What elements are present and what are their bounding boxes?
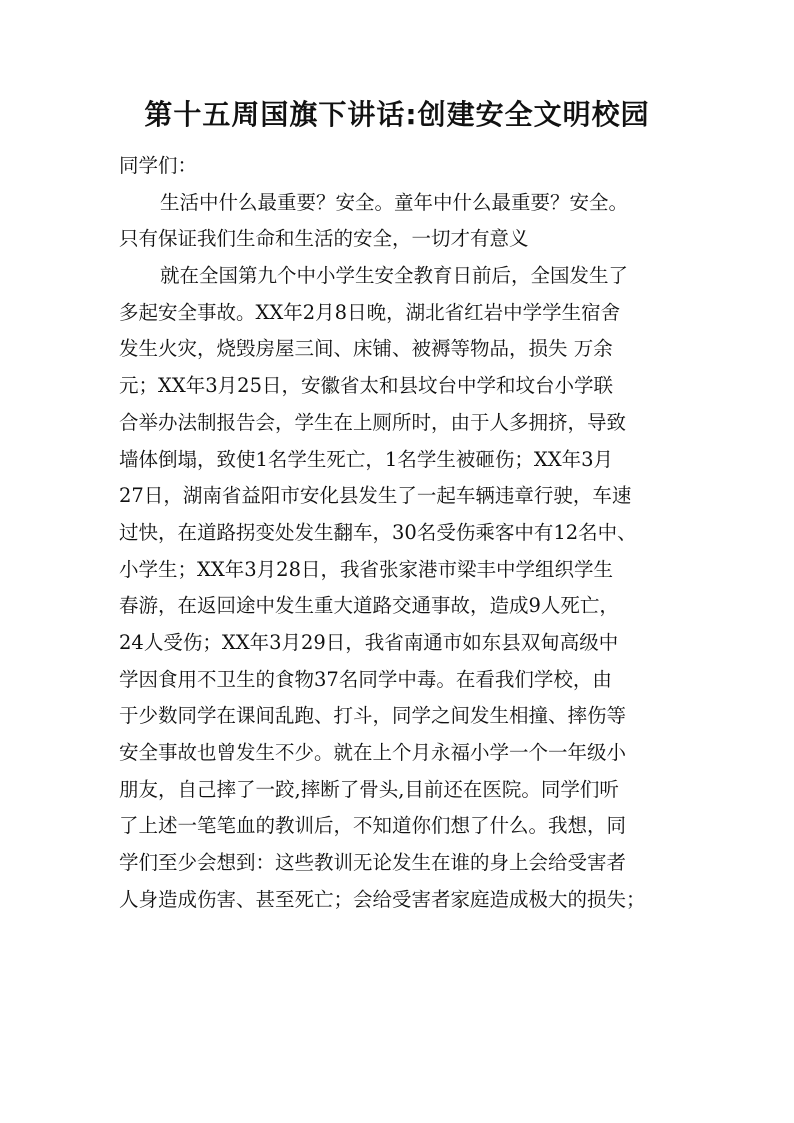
text-line: 春游，在返回途中发生重大道路交通事故，造成9人死亡，: [119, 594, 619, 618]
text-line: 就在全国第九个中小学生安全教育日前后，全国发生了: [160, 264, 629, 288]
text-line: 墙体倒塌，致使1名学生死亡，1名学生被砸伤；XX年3月: [119, 447, 613, 471]
text-line: 学因食用不卫生的食物37名同学中毒。在看我们学校，由: [119, 667, 612, 691]
text-line: 于少数同学在课间乱跑、打斗，同学之间发生相撞、摔伤等: [119, 704, 627, 728]
paragraph-1: [119, 185, 699, 258]
text-line: 发生火灾，烧毁房屋三间、床铺、被褥等物品，损失 万余: [119, 337, 613, 361]
text-line: 朋友，自己摔了一跤,摔断了骨头,目前还在医院。同学们听: [119, 777, 619, 801]
text-line: 了上述一笔笔血的教训后，不知道你们想了什么。我想，同: [119, 814, 627, 838]
text-line: 27日，湖南省益阳市安化县发生了一起车辆违章行驶，车速: [119, 484, 632, 508]
paragraph-2: [119, 258, 699, 918]
text-line: 合举办法制报告会，学生在上厕所时，由于人多拥挤，导致: [119, 410, 627, 434]
salutation: 同学们：: [119, 154, 198, 177]
document-body: [119, 148, 699, 918]
text-line: 小学生；XX年3月28日，我省张家港市梁丰中学组织学生: [119, 557, 613, 581]
text-line: 24人受伤；XX年3月29日，我省南通市如东县双甸高级中: [119, 630, 619, 654]
text-line: 多起安全事故。XX年2月8日晚，湖北省红岩中学学生宿舍: [119, 300, 621, 324]
text-line: 元；XX年3月25日，安徽省太和县坟台中学和坟台小学联: [119, 374, 613, 398]
text-line: 学们至少会想到：这些教训无论发生在谁的身上会给受害者: [119, 851, 627, 875]
text-line: 过快，在道路拐变处发生翻车，30名受伤乘客中有12名中、: [119, 520, 637, 544]
text-line: 人身造成伤害、甚至死亡；会给受害者家庭造成极大的损失；: [119, 887, 646, 911]
text-line: 生活中什么最重要？安全。童年中什么最重要？安全。: [160, 190, 629, 214]
text-line: 安全事故也曾发生不少。就在上个月永福小学一个一年级小: [119, 741, 627, 764]
document-title: 第十五周国旗下讲话:创建安全文明校园: [144, 98, 650, 131]
text-line: 只有保证我们生命和生活的安全，一切才有意义: [119, 227, 529, 251]
